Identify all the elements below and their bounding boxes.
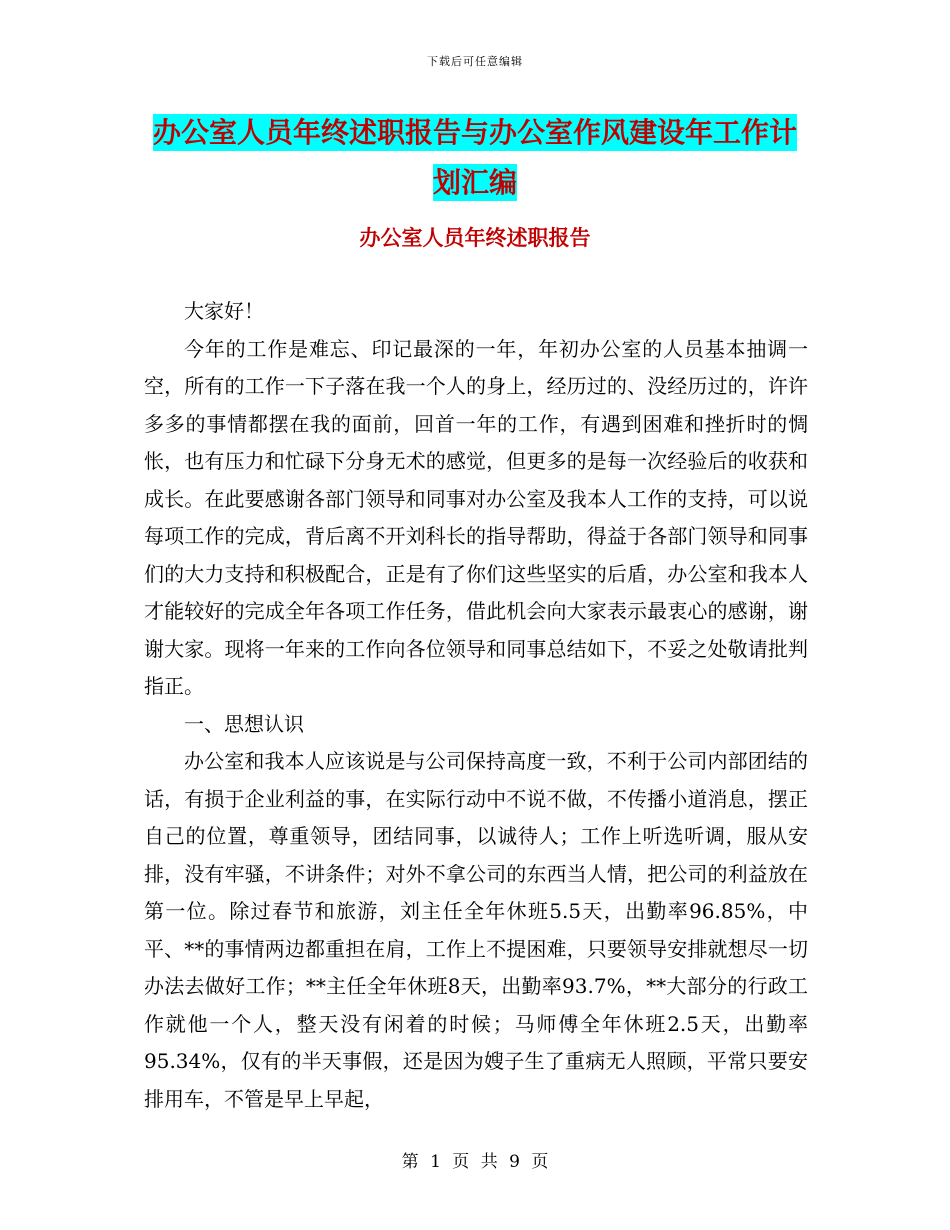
- paragraph-thought: 办公室和我本人应该说是与公司保持高度一致，不利于公司内部团结的话，有损于企业利益的事，在实际行动中不说不做，不传播小道消息，摆正自己的位置，尊重领导，团结同事，以诚待人；工作上听选听调，服从安排，没有牢骚，不讲条件；对外不拿公司的东西当人情，把公司的利益放在第一位。除过春节和旅游，刘主任全年休班5.5天，出勤率96.85%，中平、**的事情两边都重担在肩，工作上不提困难，只要领导安排就想尽一切办法去做好工作；**主任全年休班8天，出勤率93.7%，**大部分的行政工作就他一个人，整天没有闲着的时候；马师傅全年休班2.5天，出勤率95.34%，仅有的半天事假，还是因为嫂子生了重病无人照顾，平常只要安排用车，不管是早上早起，: [144, 749, 808, 1111]
- paragraph-intro: 今年的工作是难忘、印记最深的一年，年初办公室的人员基本抽调一空，所有的工作一下子落在我一个人的身上，经历过的、没经历过的，许许多多的事情都摆在我的面前，回首一年的工作，有遇到困难和挫折时的惆怅，也有压力和忙碌下分身无术的感觉，但更多的是每一次经验后的收获和成长。在此要感谢各部门领导和同事对办公室及我本人工作的支持，可以说每项工作的完成，背后离不开刘科长的指导帮助，得益于各部门领导和同事们的大力支持和积极配合，正是有了你们这些坚实的后盾，办公室和我本人才能较好的完成全年各项工作任务，借此机会向大家表示最衷心的感谢，谢谢大家。现将一年来的工作向各位领导和同事总结如下，不妥之处敬请批判指正。: [144, 336, 808, 698]
- page-number: 第 1 页 共 9 页: [401, 1152, 549, 1172]
- header-note: 下载后可任意编辑: [427, 55, 523, 68]
- document-body: [144, 293, 808, 1118]
- subheading-thought: 一、思想认识: [184, 711, 304, 736]
- paragraph-greeting: 大家好！: [184, 299, 264, 323]
- document-title-line-2: 划汇编: [432, 166, 517, 199]
- section-title: 办公室人员年终述职报告: [359, 226, 591, 250]
- document-title-line-1: 办公室人员年终述职报告与办公室作风建设年工作计: [152, 116, 797, 149]
- document-title: [0, 108, 950, 208]
